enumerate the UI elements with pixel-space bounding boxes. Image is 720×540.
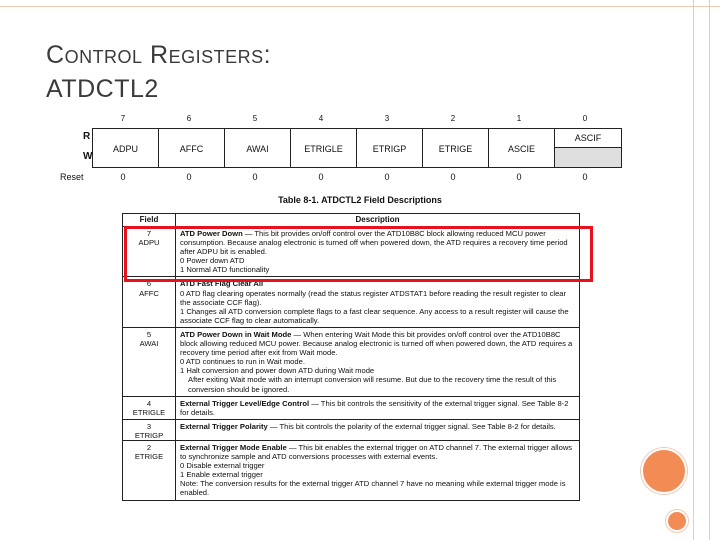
register-box <box>92 128 622 168</box>
slide-title <box>46 40 271 106</box>
bit-number: 1 <box>516 114 522 123</box>
description-text: — This bit provides on/off control over the ATD10B8C block allowing reduced MCU power consumption. Because analog electronic is turned off when powered down, the ATD requires a recovery time period after ADPU bit is enabled. <box>180 229 568 257</box>
register-field-cell <box>291 129 357 167</box>
description-note: Note: The conversion results for the external trigger ATD channel 7 have no meaning while external trigger mode is enabled. <box>180 479 566 498</box>
reset-value: 0 <box>516 172 522 182</box>
description-lead: External Trigger Level/Edge Control <box>180 398 310 408</box>
title-text: : <box>263 41 272 69</box>
register-field-cell <box>555 129 621 167</box>
description-text: — When entering Wait Mode this bit provides on/off control over the ATD10B8C block allowing reduced MCU power. Because analog electronic is turned off when powered down, the ATD requires a recovery time period after exit from Wait mode. <box>180 329 573 358</box>
field-cell <box>123 277 176 326</box>
description-lead: ATD Power Down <box>180 229 243 238</box>
description-cell <box>176 277 579 326</box>
bit-number: 7 <box>120 114 126 123</box>
bit-number: 2 <box>450 114 456 123</box>
bit-number: 6 <box>186 114 192 123</box>
description-option: 1 Halt conversion and power down ATD during Wait mode <box>180 366 375 376</box>
description-option: 1 Enable external trigger <box>180 470 263 480</box>
field-name: AFFC <box>139 288 159 298</box>
description-option: 0 ATD continues to run in Wait mode. <box>180 357 305 367</box>
title-text: C <box>46 41 65 69</box>
bit-number: 3 <box>384 114 390 123</box>
register-field-cell <box>357 129 423 167</box>
description-option: 0 Disable external trigger <box>180 461 265 471</box>
register-field-name: AFFC <box>179 144 204 154</box>
field-bit: 2 <box>146 442 152 452</box>
field-cell <box>123 328 176 396</box>
table-row <box>123 397 579 420</box>
register-reserved-write-area <box>555 148 621 167</box>
description-cell <box>176 397 579 419</box>
decorative-vertical-line <box>709 0 710 540</box>
reset-label: Reset <box>60 172 84 182</box>
reset-value: 0 <box>582 172 588 182</box>
field-name: ETRIGE <box>134 452 164 462</box>
slide-title-line1 <box>46 40 271 72</box>
description-cell <box>176 328 579 396</box>
field-name: ADPU <box>138 238 160 248</box>
table-row <box>123 277 579 327</box>
description-text: — This bit controls the polarity of the external trigger signal. See Table 8-2 for details. <box>267 421 556 431</box>
decorative-circle-small <box>666 510 688 532</box>
bit-number: 5 <box>252 114 258 123</box>
field-cell <box>123 420 176 440</box>
description-text: — This bit enables the external trigger on ATD channel 7. The external trigger allows to synchronize sample and ATD conversions processes with external events. <box>180 442 573 462</box>
field-cell <box>123 441 176 500</box>
reset-value: 0 <box>318 172 324 182</box>
table-row <box>123 441 579 500</box>
field-bit: 4 <box>146 398 152 408</box>
bit-number: 4 <box>318 114 324 123</box>
field-cell <box>123 397 176 419</box>
field-bit: 6 <box>146 279 152 289</box>
title-text: EGISTERS <box>168 47 264 67</box>
description-option: 1 Normal ATD functionality <box>180 265 270 275</box>
register-field-cell <box>489 129 555 167</box>
register-field-cell <box>225 129 291 167</box>
read-label: R <box>83 131 91 142</box>
title-text: ONTROL <box>64 47 143 67</box>
description-cell <box>176 420 579 440</box>
decorative-circle-large <box>641 448 687 494</box>
title-text: R <box>142 41 169 69</box>
field-bit: 7 <box>146 229 152 238</box>
description-option: 1 Changes all ATD conversion complete flags to a fast clear sequence. Any access to a result register will cause the associate CCF flag to clear automatically. <box>180 306 569 325</box>
reset-value: 0 <box>252 172 258 182</box>
register-field-name: ASCIE <box>507 144 535 154</box>
reset-value: 0 <box>450 172 456 182</box>
reset-value: 0 <box>120 172 126 182</box>
reset-row <box>60 172 620 184</box>
field-name: ETRIGLE <box>132 407 166 417</box>
bit-number-row <box>60 114 620 126</box>
description-option: 0 Power down ATD <box>180 256 245 266</box>
register-field-cell <box>159 129 225 167</box>
table-header-field: Field <box>123 214 176 226</box>
description-text: — This bit controls the sensitivity of the external trigger signal. See Table 8-2 for details. <box>180 398 569 417</box>
decorative-vertical-line <box>693 0 694 540</box>
register-field-cell <box>93 129 159 167</box>
bit-number: 0 <box>582 114 588 123</box>
register-field-name: ETRIGP <box>372 144 407 154</box>
table-caption: Table 8-1. ATDCTL2 Field Descriptions <box>278 195 442 205</box>
table-row <box>123 420 579 441</box>
decorative-top-line <box>0 6 720 7</box>
description-lead: ATD Fast Flag Clear All <box>180 279 264 289</box>
description-option: After exiting Wait mode with an interrupt conversion will resume. But due to the recovery time the result of this conversion should be ignored. <box>188 375 557 394</box>
description-lead: External Trigger Mode Enable <box>180 442 287 452</box>
field-name: ETRIGP <box>134 430 164 440</box>
register-field-name: ETRIGLE <box>304 144 343 154</box>
register-field-name: AWAI <box>246 144 269 154</box>
field-bit: 3 <box>146 421 152 431</box>
register-field-name: ETRIGE <box>438 144 473 154</box>
table-row <box>123 328 579 397</box>
field-name: AWAI <box>139 339 159 349</box>
write-label: W <box>83 151 93 162</box>
field-bit: 5 <box>146 329 152 339</box>
highlight-box <box>124 226 593 282</box>
register-field-cell <box>423 129 489 167</box>
table-header-description: Description <box>355 215 400 224</box>
register-field-name: ASCIF <box>555 129 621 148</box>
slide-title-line2: ATDCTL2 <box>46 75 159 103</box>
description-option: 0 ATD flag clearing operates normally (read the status register ATDSTAT1 before reading the result register to clear the associate CCF flag). <box>180 288 567 307</box>
reset-value: 0 <box>186 172 192 182</box>
reset-value: 0 <box>384 172 390 182</box>
register-field-name: ADPU <box>112 144 138 154</box>
description-lead: ATD Power Down in Wait Mode <box>180 329 292 339</box>
description-lead: External Trigger Polarity <box>180 421 268 431</box>
description-cell <box>176 441 579 500</box>
